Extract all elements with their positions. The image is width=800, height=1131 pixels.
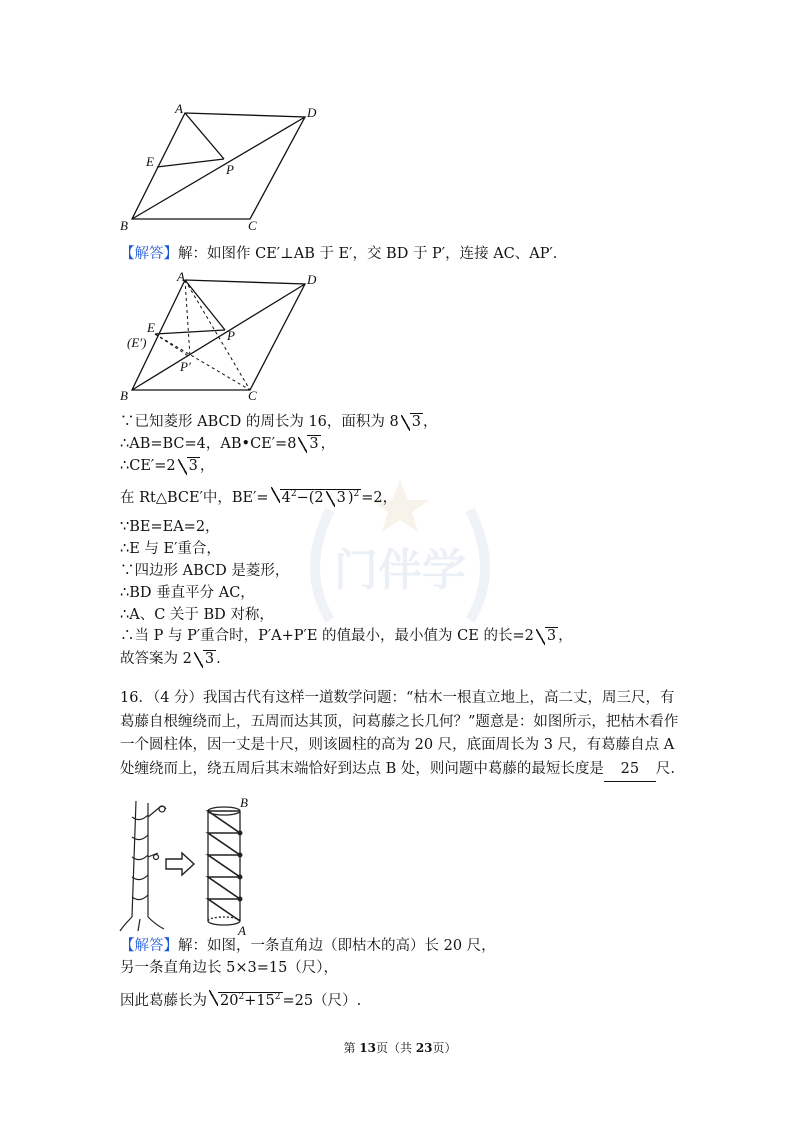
- arrow-icon: [166, 853, 194, 875]
- sqrt: 3: [536, 627, 558, 645]
- label-a: A: [175, 101, 183, 116]
- label-d: D: [307, 272, 317, 287]
- rhombus-figure-2: [115, 269, 325, 404]
- label-e-prime: (E′): [127, 335, 147, 350]
- label-b: B: [240, 795, 248, 810]
- label-b: B: [120, 218, 128, 233]
- answer16-line-2: 另一条直角边长 5×3=15（尺），: [120, 960, 339, 976]
- vine-spiral: [208, 811, 240, 921]
- segment-ap: [185, 113, 224, 159]
- dashed-ce: [155, 334, 250, 390]
- answer16-line-1: 【解答】解：如图，一条直角边（即枯木的高）长 20 尺，: [120, 938, 496, 954]
- answer15-line-1: ∵已知菱形 ABCD 的周长为 16，面积为 8 3 ，: [120, 414, 438, 430]
- tree-cylinder-figure: [118, 797, 268, 937]
- sqrt: 3: [298, 435, 320, 453]
- question16-text: 16．（4 分）我国古代有这样一道数学问题：“枯木一根直立地上，高二丈，周三尺，有葛藤自根缠绕而上，五周而达其顶，问葛藤之长几何？”题意是：如图所示，把枯木看作一个圆柱体，因一丈是十尺，则该圆柱的高为 20 尺，底面周长为 3 尺，有葛藤自点 A 处缠绕而上，绕五周后其末端恰好到达点 B 处，则问题中葛藤的最短长度是 25 尺.: [120, 687, 680, 782]
- label-c: C: [248, 388, 257, 403]
- answer15-line-3: ∴CE′=2 3 ，: [120, 458, 215, 474]
- answer15-line-4: 在 Rt△BCE′中，$BE'= 4^2-(2$ 3 )$^2$ =2，: [120, 485, 397, 507]
- answer15-line-6: ∴E 与 E′重合，: [120, 541, 221, 557]
- answer15-line-7: ∵四边形 ABCD 是菱形，: [120, 563, 290, 579]
- dashed-ac: [185, 280, 250, 390]
- answer15-line-5: ∵BE=EA=2，: [120, 519, 220, 535]
- label-p-prime: P′: [180, 359, 191, 374]
- answer16-line-3: 因此葛藤长为 $20^2+15^2 =25$（尺）.: [120, 988, 361, 1010]
- tree-trunk: [120, 801, 166, 931]
- dashed-ap-prime: [185, 280, 190, 357]
- page-footer: 第 13页（共 23页）: [343, 1041, 457, 1055]
- segment-ep: [157, 159, 224, 167]
- answer15-line-2: ∴AB=BC=4，AB•CE′=8 3 ，: [120, 436, 336, 452]
- rhombus-figure-1: [115, 103, 325, 233]
- sqrt: 3: [401, 413, 423, 431]
- watermark-text: 门伴学: [334, 545, 466, 596]
- answer-tag: 【解答】: [120, 246, 178, 262]
- sqrt: 3: [194, 650, 216, 668]
- label-b: B: [120, 388, 128, 403]
- page-total: 23: [415, 1041, 433, 1055]
- label-p: P: [227, 328, 235, 343]
- label-a: A: [177, 269, 185, 284]
- label-e: E: [146, 154, 154, 169]
- label-e: E: [147, 320, 155, 335]
- answer15-line-11: 故答案为 2 3 .: [120, 651, 221, 667]
- label-c: C: [248, 218, 257, 233]
- answer15-line-10: ∴当 P 与 P′重合时，P′A+P′E 的值最小，最小值为 CE 的长=2 3 ，: [120, 628, 573, 644]
- answer15-intro: 解：如图作 CE′⊥AB 于 E′，交 BD 于 P′，连接 AC、AP′.: [178, 246, 558, 262]
- answer15-line-9: ∴A、C 关于 BD 对称，: [120, 607, 274, 623]
- label-d: D: [307, 105, 317, 120]
- answer-blank: 25: [604, 758, 656, 783]
- label-a: A: [238, 923, 246, 938]
- sqrt: $20^2+15^2$: [209, 988, 283, 1010]
- cylinder: [208, 807, 242, 925]
- label-p: P: [226, 162, 234, 177]
- answer15-intro-line: [120, 245, 557, 263]
- sqrt-outer: $4^2-(2$ 3 )$^2$: [271, 485, 362, 507]
- answer-tag: 【解答】: [120, 938, 178, 954]
- answer15-line-8: ∴BD 垂直平分 AC，: [120, 585, 255, 601]
- sqrt: 3: [178, 457, 200, 475]
- page-number: 13: [359, 1041, 376, 1055]
